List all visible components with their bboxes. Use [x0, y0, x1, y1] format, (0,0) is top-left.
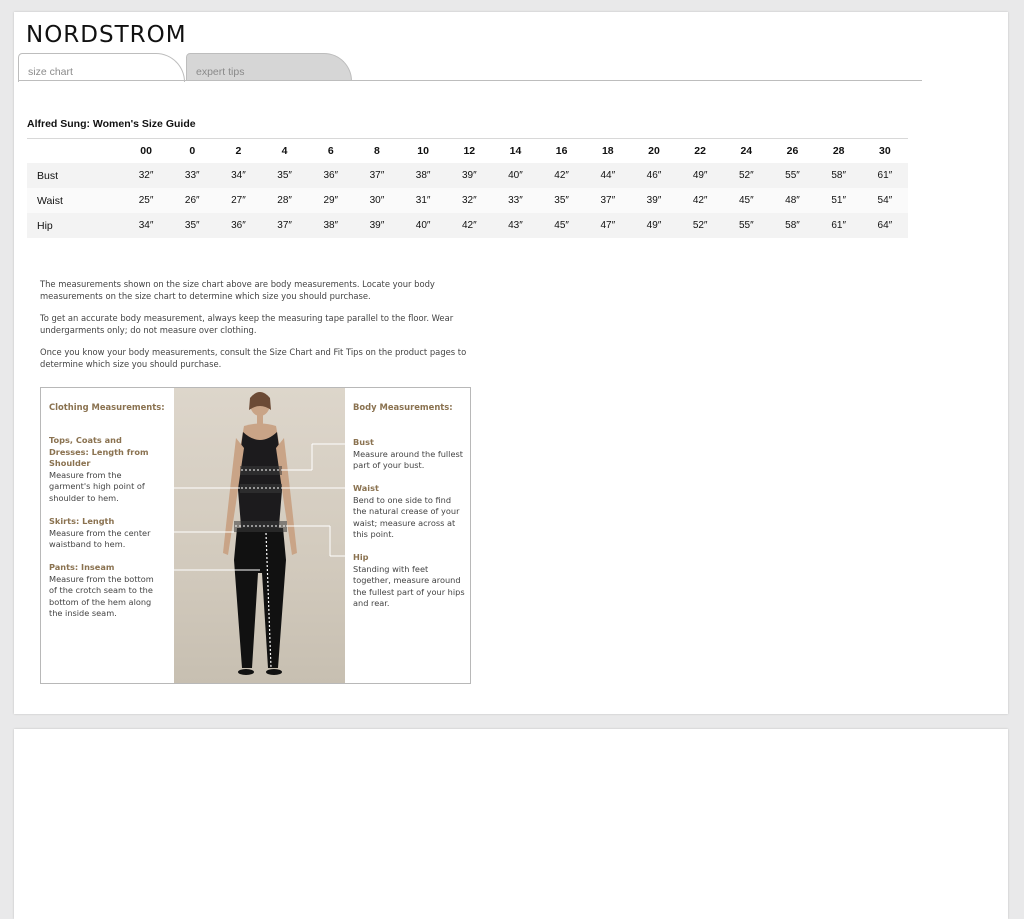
size-chart-table — [27, 138, 908, 238]
size-header-cell: 22 — [677, 139, 723, 164]
measurement-cell: 36″ — [323, 170, 339, 181]
measurement-cell: 45″ — [554, 220, 569, 231]
measurement-cell: 33″ — [184, 170, 200, 181]
body-bust-block — [353, 437, 465, 472]
nordstrom-logo: NORDSTROM — [26, 22, 187, 48]
measurement-cell: 37″ — [600, 195, 616, 206]
measurement-cell: 33″ — [508, 195, 523, 206]
size-header-cell: 14 — [492, 139, 538, 164]
clothing-tops-text: Measure from the garment's high point of shoulder to hem. — [49, 469, 145, 503]
measurement-cell: 26″ — [184, 195, 200, 206]
table-row — [27, 213, 908, 238]
measurement-cell: 36″ — [231, 220, 246, 231]
clothing-tops-title: Tops, Coats and Dresses: Length from Shoulder — [49, 435, 149, 468]
size-header-cell: 00 — [123, 139, 169, 164]
measurement-cell: 52″ — [692, 220, 708, 231]
size-header-cell: 6 — [308, 139, 354, 164]
measurement-cell: 51″ — [831, 195, 846, 206]
body-waist-title: Waist — [353, 483, 379, 493]
measurement-cell: 43″ — [508, 220, 523, 231]
measurement-cell: 39″ — [369, 220, 385, 231]
measurement-cell: 61″ — [831, 220, 846, 231]
body-measurements-heading: Body Measurements: — [353, 402, 453, 412]
measurement-cell: 49″ — [692, 170, 708, 181]
note-paragraph: The measurements shown on the size chart above are body measurements. Locate your body measurements on the size chart to determine which size you should purchase. — [40, 279, 435, 301]
measurement-cell: 39″ — [461, 170, 477, 181]
body-bust-text: Measure around the fullest part of your bust. — [353, 448, 463, 470]
body-hip-text: Standing with feet together, measure around the fullest part of your hips and rear. — [353, 563, 465, 608]
row-label: Waist — [37, 194, 63, 207]
measurement-cell: 38″ — [415, 170, 431, 181]
size-header-cell: 0 — [169, 139, 215, 164]
measurement-cell: 47″ — [600, 220, 616, 231]
measurement-cell: 25″ — [138, 195, 154, 206]
body-hip-block — [353, 552, 467, 610]
measurement-cell: 32″ — [461, 195, 477, 206]
size-header-cell: 30 — [862, 139, 908, 164]
note-paragraph: Once you know your body measurements, consult the Size Chart and Fit Tips on the product pages to determine which size you should purchase. — [40, 347, 467, 369]
clothing-pants-block — [49, 562, 164, 620]
size-header-cell: 8 — [354, 139, 400, 164]
body-waist-text: Bend to one side to find the natural crease of your waist; measure across at this point. — [353, 494, 460, 539]
tab-expert-tips[interactable]: expert tips — [186, 53, 352, 81]
measurement-cell: 31″ — [415, 195, 431, 206]
measurement-cell: 34″ — [231, 170, 246, 181]
measurement-cell: 35″ — [277, 170, 292, 181]
clothing-pants-title: Pants: Inseam — [49, 562, 115, 572]
table-row — [27, 163, 908, 188]
measurement-cell: 58″ — [831, 170, 846, 181]
measurement-cell: 42″ — [692, 195, 708, 206]
measurement-cell: 39″ — [646, 195, 662, 206]
measurement-cell: 35″ — [184, 220, 200, 231]
measurement-cell: 61″ — [877, 170, 893, 181]
measurement-cell: 34″ — [138, 220, 154, 231]
body-waist-block — [353, 483, 465, 541]
measurement-cell: 28″ — [277, 195, 292, 206]
clothing-skirts-block — [49, 516, 161, 551]
measurement-cell: 48″ — [785, 195, 800, 206]
measurement-cell: 37″ — [369, 170, 385, 181]
size-header-cell: 4 — [262, 139, 308, 164]
measurement-cell: 49″ — [646, 220, 662, 231]
size-header-cell: 26 — [769, 139, 815, 164]
measurement-cell: 37″ — [277, 220, 292, 231]
measurement-notes — [40, 279, 480, 381]
measurement-cell: 30″ — [369, 195, 385, 206]
row-label: Hip — [37, 219, 53, 232]
clothing-pants-text: Measure from the bottom of the crotch seam to the bottom of the hem along the inside seam. — [49, 573, 154, 618]
size-header-cell: 28 — [816, 139, 862, 164]
measurement-cell: 35″ — [554, 195, 569, 206]
size-header-cell: 18 — [585, 139, 631, 164]
clothing-tops-block — [49, 435, 161, 504]
size-header-row — [27, 139, 908, 164]
measurement-cell: 42″ — [554, 170, 569, 181]
size-header-cell: 12 — [446, 139, 492, 164]
size-header-cell: 20 — [631, 139, 677, 164]
clothing-skirts-text: Measure from the center waistband to hem. — [49, 527, 151, 549]
table-row — [27, 188, 908, 213]
size-guide-page — [14, 12, 1008, 714]
tab-divider — [18, 80, 922, 81]
size-guide-title: Alfred Sung: Women's Size Guide — [27, 118, 196, 130]
model-photo — [174, 388, 345, 683]
model-figure — [174, 388, 345, 683]
measurement-diagram — [40, 387, 471, 684]
measurement-cell: 46″ — [646, 170, 662, 181]
measurement-cell: 55″ — [738, 220, 754, 231]
row-label: Bust — [37, 169, 59, 182]
measurement-cell: 27″ — [231, 195, 246, 206]
measurement-cell: 45″ — [738, 195, 754, 206]
note-paragraph: To get an accurate body measurement, always keep the measuring tape parallel to the floor. Wear undergarments only; do not measure over clothing. — [40, 313, 454, 335]
measurement-cell: 44″ — [600, 170, 616, 181]
clothing-measurements-heading: Clothing Measurements: — [49, 402, 165, 412]
size-header-cell: 24 — [723, 139, 769, 164]
size-header-cell: 10 — [400, 139, 446, 164]
measurement-cell: 38″ — [323, 220, 339, 231]
measurement-cell: 42″ — [461, 220, 477, 231]
measurement-cell: 52″ — [738, 170, 754, 181]
header-corner — [27, 139, 123, 164]
size-header-cell: 16 — [539, 139, 585, 164]
measurement-cell: 29″ — [323, 195, 339, 206]
clothing-skirts-title: Skirts: Length — [49, 516, 115, 526]
measurement-cell: 40″ — [508, 170, 523, 181]
measurement-cell: 54″ — [877, 195, 893, 206]
measurement-cell: 40″ — [415, 220, 431, 231]
size-header-cell: 2 — [215, 139, 261, 164]
measurement-cell: 58″ — [785, 220, 800, 231]
measurement-cell: 55″ — [785, 170, 800, 181]
blank-page — [14, 729, 1008, 919]
measurement-cell: 32″ — [138, 170, 154, 181]
measurement-cell: 64″ — [877, 220, 893, 231]
tab-size-chart[interactable]: size chart — [18, 53, 185, 82]
body-bust-title: Bust — [353, 437, 374, 447]
body-hip-title: Hip — [353, 552, 369, 562]
